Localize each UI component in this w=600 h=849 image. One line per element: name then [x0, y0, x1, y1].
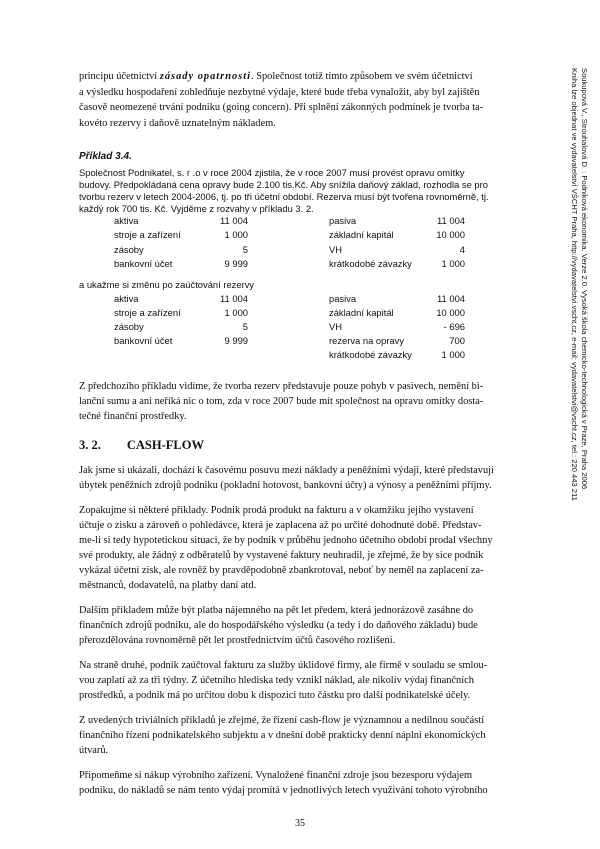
example-line: tvorbu rezerv v letech 2004-2006, tj. po tři účetní období. Rezerva musí být tvořena rovnoměrně, tj.: [79, 191, 489, 202]
table-cell: zásoby: [114, 244, 144, 255]
table-cell: 700: [449, 335, 465, 346]
table-cell: pasiva: [329, 215, 357, 226]
table-cell: rezerva na opravy: [329, 335, 405, 346]
intro-line-1: [79, 70, 473, 84]
table-cell: zásoby: [114, 321, 144, 332]
table-cell: aktiva: [114, 293, 139, 304]
paragraph-line: lanční sumu a ani neříká nic o tom, zda v roce 2007 bude mít společnost na opravu omítky dosta-: [79, 396, 484, 407]
paragraph-line: účtuje o zisku a zároveň o pohledávce, která je zaplacena až po určité dohodnuté době. Představ-: [79, 520, 482, 531]
emphasis-text: zásady opatrnosti: [159, 71, 252, 82]
paragraph-line: prostředků, a podnik má po určitou dobu k dispozici tuto částku pro další podnikatelské účely.: [79, 690, 471, 701]
intro-line-3: časově neomezené trvání podniku (going concern). Při splnění zákonných podmínek je tvorba ta-: [79, 102, 484, 113]
section-number: 3. 2.: [79, 438, 101, 452]
table-cell: stroje a zařízení: [114, 307, 181, 318]
table-cell: 10 000: [436, 307, 465, 318]
table-cell: VH: [329, 244, 343, 255]
page-number: 35: [295, 818, 305, 829]
table-cell: 5: [242, 244, 248, 255]
paragraph-line: Jak jsme si ukázali, dochází k časovému posuvu mezi náklady a peněžními výdaji, které představují: [79, 465, 494, 476]
table-cell: 9 999: [224, 258, 248, 269]
example-line: každý rok 700 tis. Kč. Vyjděme z rozvahy v příkladu 3. 2.: [79, 203, 314, 214]
table-cell: 11 004: [220, 293, 248, 304]
table-cell: 11 004: [220, 215, 248, 226]
table-cell: - 696: [443, 321, 465, 332]
paragraph-line: podniku, do nákladů se nám tento výdaj promítá v jednotlivých letech využívání tohoto výrobního: [79, 785, 488, 796]
table-cell: 9 999: [224, 335, 248, 346]
paragraph-line: útvarů.: [79, 745, 109, 756]
table-cell: základní kapitál: [329, 229, 394, 240]
paragraph-line: Z předchozího příkladu vidíme, že tvorba rezerv představuje pouze pohyb v pasivech, nemění bi-: [79, 381, 484, 392]
table-cell: krátkodobé závazky: [329, 349, 412, 360]
table-cell: 11 004: [437, 293, 465, 304]
citation-line: Kniha lze objednat ve vydavatelství VŠCHT Praha, http://vydavatelstvi.vscht.cz, e-mail: vydavatelstvi@vscht.cz, tel.: 220 443 211: [570, 68, 579, 501]
table-cell: 1 000: [224, 229, 248, 240]
section-title: CASH-FLOW: [126, 438, 204, 452]
paragraph-line: přerozdělována rovnoměrně pět let prostřednictvím účtů časového rozlišení.: [79, 635, 396, 646]
intro-line-2: a výsledku hospodaření zohledňuje nezbytné výdaje, které bude třeba vynaložit, aby byl zajištěn: [79, 87, 480, 98]
citation-line: Soukupová V., Strouhalová D. : Podniková ekonomika. Verze 2.0. Vysoká škola chemicko-technologická v Praze, Praha 2006.: [580, 68, 589, 492]
paragraph-line: Zopakujme si některé příklady. Podnik prodá produkt na fakturu a v okamžiku jejího vystavení: [79, 505, 474, 516]
table-cell: 4: [459, 244, 465, 255]
table-cell: aktiva: [114, 215, 139, 226]
paragraph-line: me-li si tedy hypotetickou situaci, že by podnik v průběhu jednoho účetního období prodal všechny: [79, 535, 493, 546]
paragraph-line: tečné finanční prostředky.: [79, 411, 187, 422]
paragraph-line: vykázal účetní zisk, ale rovněž by pravděpodobně zbankrotoval, neboť by neměl na zaplacení za-: [79, 565, 484, 576]
section-heading: [79, 438, 204, 453]
table-cell: 11 004: [437, 215, 465, 226]
sidebar-citation: [569, 68, 589, 501]
table-cell: pasiva: [329, 293, 357, 304]
example-line: a ukažme si změnu po zaúčtování rezervy: [79, 279, 255, 290]
intro-line-4: kovéto rezervy i daňově uznatelným nákladem.: [79, 118, 276, 129]
paragraph-line: Připomeňme si nákup výrobního zařízení. Vynaložené finanční zdroje jsou bezesporu výdajem: [79, 770, 473, 781]
table-cell: krátkodobé závazky: [329, 258, 412, 269]
paragraph-line: Dalším příkladem může být platba nájemného na pět let předem, která jednorázově zasáhne do: [79, 605, 474, 616]
intro-text: . Společnost totiž tímto způsobem ve svém účetnictví: [251, 71, 473, 82]
table-cell: stroje a zařízení: [114, 229, 181, 240]
example-line: Společnost Podnikatel, s. r .o v roce 2004 zjistila, že v roce 2007 musí provést opravu omítky: [79, 167, 465, 178]
paragraph-line: Z uvedených triviálních příkladů je zřejmé, že řízení cash-flow je významnou a nedílnou součástí: [79, 715, 485, 726]
table-cell: bankovní účet: [114, 258, 173, 269]
table-cell: VH: [329, 321, 343, 332]
table-cell: 1 000: [441, 349, 465, 360]
table-cell: 10 000: [436, 229, 465, 240]
example-title: Příklad 3.4.: [79, 151, 132, 162]
paragraph-line: Na straně druhé, podnik zaúčtoval fakturu za služby úklidové firmy, ale firmě v souladu se smlou-: [79, 660, 488, 671]
table-cell: 5: [242, 321, 248, 332]
paragraph-line: městnanců, dodavatelů, na platby daní atd.: [79, 580, 257, 591]
paragraph-line: finančních zdrojů podniku, ale do hospodářského výsledku (a tedy i do daňového základu) bude: [79, 620, 478, 631]
table-cell: 1 000: [441, 258, 465, 269]
paragraph-line: své produkty, ale žádný z odběratelů by vystavené faktury neuhradil, je zřejmé, že by sice podnik: [79, 550, 484, 561]
example-line: budovy. Předpokládaná cena opravy bude 2.100 tis.Kč. Aby snížila daňový základ, rozhodla se pro: [79, 179, 488, 190]
paragraph-line: finančního řízení podnikatelského subjektu a v dnešní době prakticky denní náplní ekonomických: [79, 730, 486, 741]
table-cell: 1 000: [224, 307, 248, 318]
paragraph-line: úbytek peněžních zdrojů podniku (pokladní hotovost, bankovní účty) a výnosy a peněžními příjmy.: [79, 480, 492, 491]
paragraph-line: vou zaplatí až za tři týdny. Z účetního hlediska tedy vznikl náklad, ale nikoliv výdaj finančních: [79, 675, 474, 686]
intro-text: principu účetnictví: [79, 71, 158, 82]
table-cell: základní kapitál: [329, 307, 394, 318]
table-cell: bankovní účet: [114, 335, 173, 346]
